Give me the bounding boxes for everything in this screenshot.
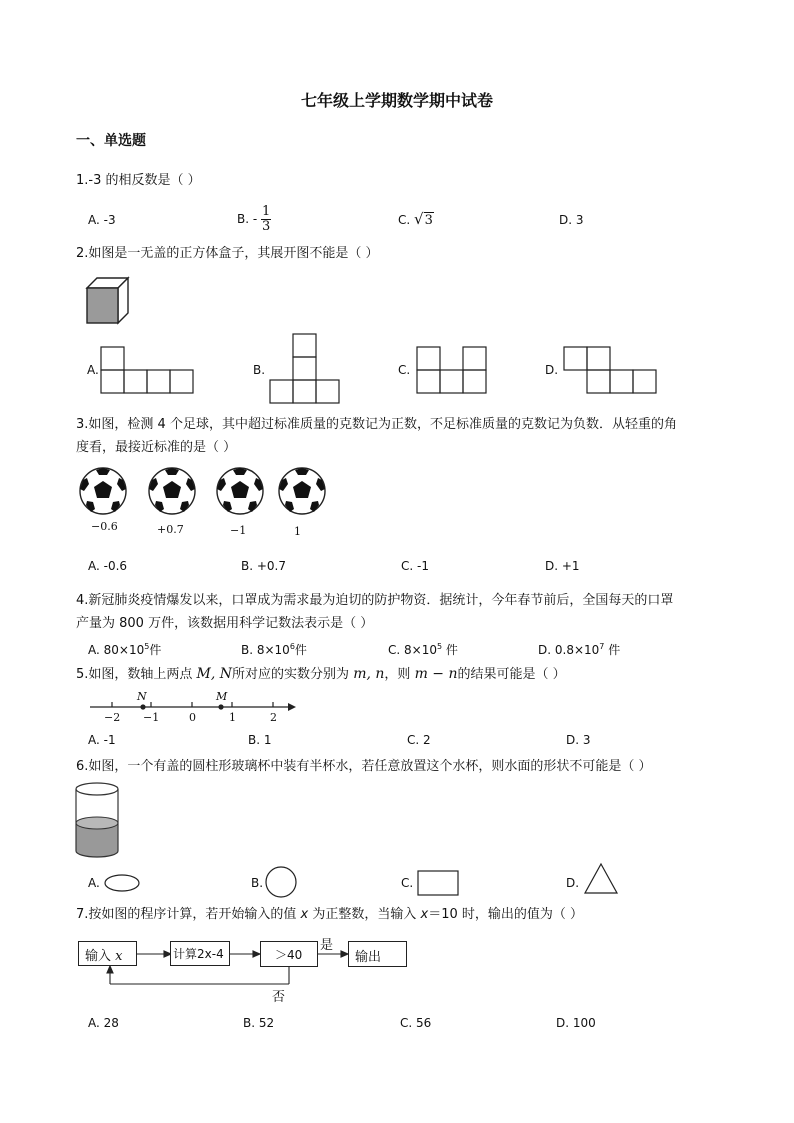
q7-option-a: A. 28 xyxy=(88,1016,119,1030)
flow-output-label: 输出 xyxy=(355,950,382,965)
q3-option-a: A. -0.6 xyxy=(88,559,128,573)
q6-option-b: B. xyxy=(251,876,264,890)
q5-vars: m, n xyxy=(353,666,385,682)
cube-box-figure xyxy=(86,275,130,325)
q6-option-a: A. xyxy=(88,876,100,890)
q5-stem-part: ，则 xyxy=(384,667,411,682)
flow-output-box xyxy=(348,941,407,967)
q4-stem-line2: 产量为 800 万件，该数据用科学记数法表示是（ ） xyxy=(76,616,374,631)
tick-label: 2 xyxy=(270,711,277,724)
q1-option-b xyxy=(237,205,271,234)
q3-option-b: B. +0.7 xyxy=(241,559,286,573)
q4-a-unit: 件 xyxy=(149,643,162,657)
rectangle-shape-icon xyxy=(417,870,461,898)
q5-option-b: B. 1 xyxy=(248,733,272,747)
q3-option-c: C. -1 xyxy=(401,559,429,573)
q4-c-base: C. 8×10 xyxy=(388,643,437,657)
q5-points-mn: M, N xyxy=(196,666,233,682)
q4-c-exponent: 5 xyxy=(436,642,443,651)
ellipse-shape-icon xyxy=(104,874,142,894)
q6-option-c: C. xyxy=(401,876,414,890)
net-d-figure xyxy=(563,346,658,394)
q2-option-d: D. xyxy=(545,363,559,377)
q5-stem-part: 的结果可能是（ ） xyxy=(457,667,566,682)
q2-option-b: B. xyxy=(253,363,266,377)
ball-label-1: −0.6 xyxy=(91,520,118,533)
q5-option-c: C. 2 xyxy=(407,733,431,747)
sqrt-icon: √ xyxy=(414,210,424,228)
q5-stem-part: 5.如图，数轴上两点 xyxy=(76,667,193,682)
q5-option-d: D. 3 xyxy=(566,733,591,747)
tick-label: 0 xyxy=(189,711,196,724)
soccer-balls-figure xyxy=(79,467,329,519)
fraction-denominator: 3 xyxy=(262,219,271,234)
q7-var-x: x xyxy=(300,907,309,922)
q4-option-c xyxy=(388,641,458,658)
flow-input-var: x xyxy=(115,949,123,964)
flow-input-label xyxy=(85,945,122,964)
q1-radicand: 3 xyxy=(424,213,433,228)
net-c-figure xyxy=(416,346,488,394)
q6-option-d: D. xyxy=(566,876,580,890)
q7-stem xyxy=(76,904,583,926)
q7-var-x: x xyxy=(420,907,429,922)
q2-option-c: C. xyxy=(398,363,411,377)
flow-compare-label: ＞40 xyxy=(275,948,303,962)
q4-d-base: D. 0.8×10 xyxy=(538,643,600,657)
q3-stem-line1: 3.如图，检测 4 个足球，其中超过标准质量的克数记为正数，不足标准质量的克数记为负数．从轻重的角 xyxy=(76,417,677,432)
q1-option-d: D. 3 xyxy=(559,213,584,227)
ball-label-3: −1 xyxy=(230,524,247,537)
triangle-shape-icon xyxy=(584,862,620,896)
soccer-ball-icon xyxy=(279,468,325,514)
point-m-label: M xyxy=(216,690,228,703)
q6-stem: 6.如图，一个有盖的圆柱形玻璃杯中装有半杯水，若任意放置这个水杯，则水面的形状不可能是（ ） xyxy=(76,759,652,774)
soccer-ball-icon xyxy=(149,468,195,514)
q4-option-b xyxy=(241,641,307,658)
q1-stem: 1.-3 的相反数是（ ） xyxy=(76,173,201,188)
q4-option-a xyxy=(88,641,161,658)
tick-label: −2 xyxy=(104,711,121,724)
q7-option-c: C. 56 xyxy=(400,1016,432,1030)
q2-stem: 2.如图是一无盖的正方体盒子，其展开图不能是（ ） xyxy=(76,246,379,261)
q7-option-d: D. 100 xyxy=(556,1016,596,1030)
section-heading: 一、单选题 xyxy=(76,133,146,149)
q7-stem-part: 为正整数，当输入 xyxy=(308,907,421,922)
point-n-label: N xyxy=(137,690,147,703)
q4-option-d xyxy=(538,641,620,658)
q4-d-exponent: 7 xyxy=(599,642,605,651)
flow-calc-box xyxy=(170,941,230,966)
q3-stem-line2: 度看，最接近标准的是（ ） xyxy=(76,440,237,455)
net-b-figure xyxy=(269,333,341,405)
q1-option-a: A. -3 xyxy=(88,213,116,227)
q4-a-exponent: 5 xyxy=(144,642,150,651)
soccer-ball-icon xyxy=(80,468,126,514)
flow-yes-label: 是 xyxy=(320,938,334,953)
flow-compare-box xyxy=(260,941,318,967)
q5-expression: m − n xyxy=(414,666,458,682)
q4-stem-line1: 4.新冠肺炎疫情爆发以来，口罩成为需求最为迫切的防护物资．据统计，今年春节前后，全国每天的口罩 xyxy=(76,593,674,608)
q4-a-base: A. 80×10 xyxy=(88,643,145,657)
tick-label: 1 xyxy=(229,711,236,724)
exam-title: 七年级上学期数学期中试卷 xyxy=(300,91,493,110)
q4-b-unit: 件 xyxy=(294,643,307,657)
q5-option-a: A. -1 xyxy=(88,733,116,747)
q1-option-c-prefix: C. xyxy=(398,213,411,227)
flow-calc-label: 计算2x-4 xyxy=(173,947,224,961)
q7-option-b: B. 52 xyxy=(243,1016,275,1030)
q7-stem-part: 7.按如图的程序计算，若开始输入的值 xyxy=(76,907,301,922)
q4-b-exponent: 6 xyxy=(289,642,295,651)
net-a-figure xyxy=(100,346,195,394)
q1-option-b-fraction xyxy=(261,205,271,234)
ball-label-4: 1 xyxy=(294,525,301,538)
q4-c-unit: 件 xyxy=(442,643,458,657)
ball-label-2: +0.7 xyxy=(157,523,184,536)
q1-option-b-prefix: B. - xyxy=(237,212,258,226)
q1-option-c xyxy=(398,210,434,228)
flow-input-text: 输入 xyxy=(85,949,116,964)
fraction-numerator: 1 xyxy=(262,204,271,219)
glass-cylinder-figure xyxy=(75,781,121,859)
flow-input-box xyxy=(78,941,137,966)
q7-stem-part: ＝10 时，输出的值为（ ） xyxy=(428,907,584,922)
soccer-ball-icon xyxy=(217,468,263,514)
q5-stem xyxy=(76,663,566,686)
circle-shape-icon xyxy=(265,866,299,898)
tick-label: −1 xyxy=(143,711,160,724)
flow-no-label: 否 xyxy=(272,990,286,1005)
q3-option-d: D. +1 xyxy=(545,559,580,573)
q5-stem-part: 所对应的实数分别为 xyxy=(232,667,350,682)
q4-b-base: B. 8×10 xyxy=(241,643,290,657)
q4-d-unit: 件 xyxy=(604,643,621,657)
q2-option-a: A. xyxy=(87,363,99,377)
